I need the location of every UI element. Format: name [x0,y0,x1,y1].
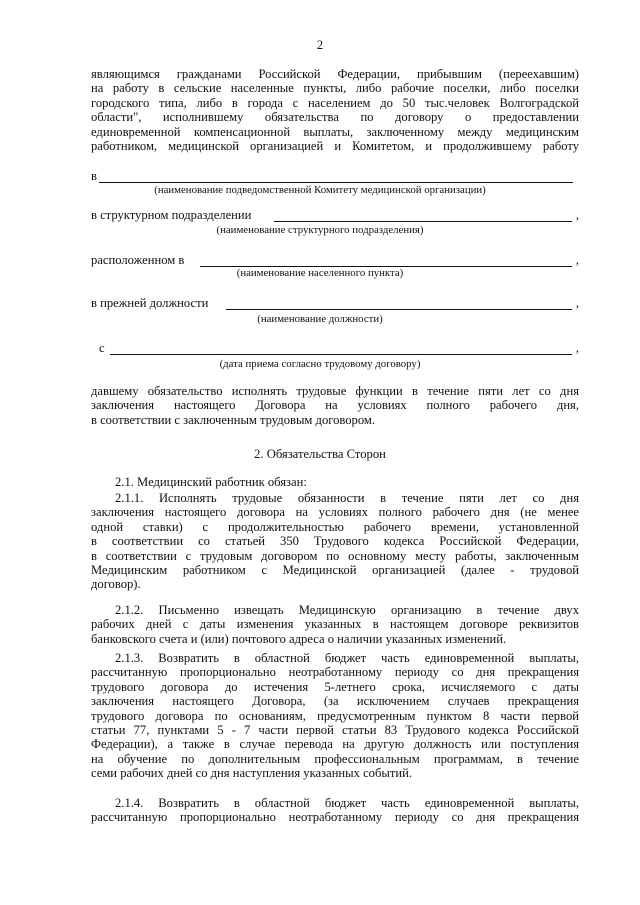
org-fill-line[interactable] [99,182,573,183]
section-heading: 2. Обязательства Сторон [254,447,386,461]
subsection-title: 2.1. Медицинский работник обязан: [115,475,307,489]
locality-field-label: расположенном в [91,253,185,267]
obligation-line: в соответствии с заключенным трудовым договором. [91,412,376,427]
obligation-line: давшему обязательство исполнять трудовые функции в течение пяти лет со дня [91,384,579,398]
intro-line: являющимся гражданами Российской Федерации, прибывшим (переехавшим) [91,67,579,81]
intro-paragraph [91,67,579,153]
clause-line: в соответствии с трудовым договором по основному месту работы, заключенным [91,548,579,563]
org-field-caption: (наименование подведомственной Комитету медицинской организации) [154,184,486,196]
clause-line: 2.1.1. Исполнять трудовые обязанности в течение пяти лет со дня [115,491,579,505]
clause-2-1-1 [91,491,579,592]
org-field-label: в [91,169,97,183]
intro-line: городского типа, либо в города с населением до 50 тыс.человек Волгоградской [91,95,579,110]
subdivision-comma: , [575,208,579,222]
clause-2-1-2 [91,603,579,646]
intro-line: работником, медицинской организацией и Комитетом, и продолжившему работу [91,139,579,154]
position-fill-line[interactable] [226,309,572,310]
clause-line: одной ставки) с продолжительностью рабочего времени, установленной [91,519,579,534]
intro-line: области", исполнившему обязательства по договору о предоставлении [91,110,579,125]
subdivision-fill-line[interactable] [274,221,572,222]
subdivision-field-caption: (наименование структурного подразделения) [216,224,424,236]
clause-line: рассчитанную пропорционально неотработанному периоду со дня прекращения [91,665,579,680]
org-field [91,169,579,185]
locality-comma: , [575,253,579,267]
subdivision-field [91,208,579,224]
clause-2-1-4 [91,796,579,825]
clause-line: 2.1.4. Возвратить в областной бюджет часть единовременной выплаты, [115,796,579,810]
hire-date-field-caption: (дата приема согласно трудовому договору) [219,358,421,370]
clause-line: Медицинским работником с Медицинской организацией (далее - трудовой [91,563,579,578]
clause-line: 2.1.3. Возвратить в областной бюджет часть единовременной выплаты, [115,651,579,665]
clause-line: трудового договора до истечения 5-летнего срока, исчисляемого с даты [91,679,579,694]
obligation-paragraph [91,384,579,427]
clause-line: в соответствии со статьей 350 Трудового кодекса Российской Федерации, [91,534,579,549]
page-number: 2 [316,38,324,52]
hire-date-field-label: с [99,341,105,355]
intro-line: на работу в сельские населенные пункты, либо рабочие поселки, либо поселки [91,81,579,96]
clause-2-1-3 [91,651,579,781]
clause-line: банковского счета и (или) почтового адреса о наличии указанных изменений. [91,631,507,646]
clause-line: рабочих дней с даты изменения указанных в настоящем договоре реквизитов [91,617,579,632]
clause-line: заключения настоящего Договора, (за исключением случаев прекращения [91,694,579,709]
locality-field-caption: (наименование населенного пункта) [236,267,404,279]
clause-line: на обучение по дополнительным профессиональным программам, в течение [91,751,579,766]
clause-line: договор). [91,577,141,592]
position-field-caption: (наименование должности) [257,313,383,325]
intro-line: единовременной компенсационной выплаты, заключенному между медицинским [91,124,579,139]
clause-line: Федерации), а также в случае перевода на другую должность или поступления [91,737,579,752]
clause-line: семи рабочих дней со дня наступления указанных событий. [91,766,412,781]
hire-date-fill-line[interactable] [110,354,572,355]
subdivision-field-label: в структурном подразделении [91,208,252,222]
hire-date-field [91,341,579,357]
clause-line: рассчитанную пропорционально неотработанному периоду со дня прекращения [91,810,579,825]
clause-line: заключения настоящего договора на условиях полного рабочего дня (не менее [91,505,579,520]
hire-date-comma: , [575,341,579,355]
position-comma: , [575,296,579,310]
clause-line: 2.1.2. Письменно извещать Медицинскую организацию в течение двух [115,603,579,617]
clause-line: статьи 77, пунктами 5 - 7 части первой статьи 83 Трудового кодекса Российской [91,723,579,738]
obligation-line: заключения настоящего Договора на условиях полного рабочего дня, [91,398,579,413]
position-field-label: в прежней должности [91,296,209,310]
position-field [91,296,579,312]
clause-line: трудового договора по основаниям, предусмотренным пунктом 8 части первой [91,708,579,723]
